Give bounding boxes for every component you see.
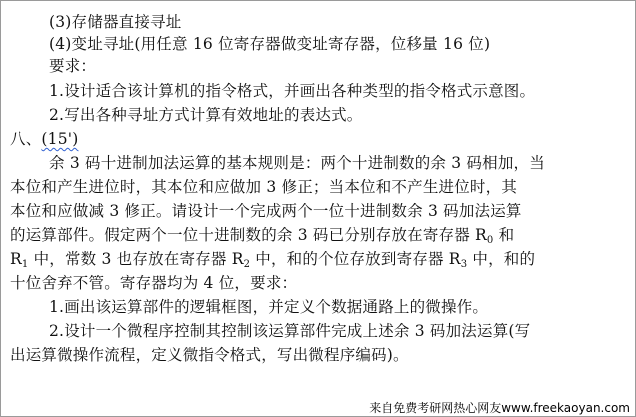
paragraph-line-2: 本位和产生进位时，其本位和应做加 3 修正；当本位和不产生进位时，其 [10,178,518,196]
requirement-2: 2.写出各种寻址方式计算有效地址的表达式。 [49,106,363,124]
paragraph-line-5: $R_1$ 中，常数 3 也存放在寄存器 $R_2$ 中，和的个位存放到寄存器 $R_3$ 中，和的 [10,250,536,270]
requirements-label: 要求： [49,57,97,75]
subscript-r1: 1 [21,259,29,270]
paragraph-line-4: 的运算部件。假定两个一位十进制数的余 3 码已分别存放在寄存器 $R_0$ 和 [10,226,515,246]
section-8-score: (15') [41,130,79,148]
section-8-number: 八、 [10,130,42,148]
question-1: 1.画出该运算部件的逻辑框图，并定义个数据通路上的微操作。 [49,298,489,316]
section-8-heading [10,129,79,149]
subscript-r0: 0 [486,235,494,246]
item-4: (4)变址寻址(用任意 16 位寄存器做变址寄存器，位移量 16 位) [49,35,491,53]
question-2-line-1: 2.设计一个微程序控制其控制该运算部件完成上述余 3 码加法运算(写 [49,322,531,340]
subscript-r3: 3 [460,259,468,270]
subscript-r2: 2 [243,259,251,270]
item-3: (3)存储器直接寻址 [49,13,182,31]
question-2-line-2: 出运算微操作流程，定义微指令格式，写出微程序编码)。 [10,346,409,364]
requirement-1: 1.设计适合该计算机的指令格式，并画出各种类型的指令格式示意图。 [49,82,536,100]
paragraph-line-1: 余 3 码十进制加法运算的基本规则是：两个十进制数的余 3 码相加，当 [49,154,545,172]
paragraph-line-3: 本位和应做减 3 修正。请设计一个完成两个一位十进制数余 3 码加法运算 [10,202,522,220]
paragraph-line-6: 十位舍弃不管。寄存器均为 4 位，要求： [10,274,298,292]
watermark: 来自免费考研网热心网友www.freekaoyan.com [369,401,630,415]
